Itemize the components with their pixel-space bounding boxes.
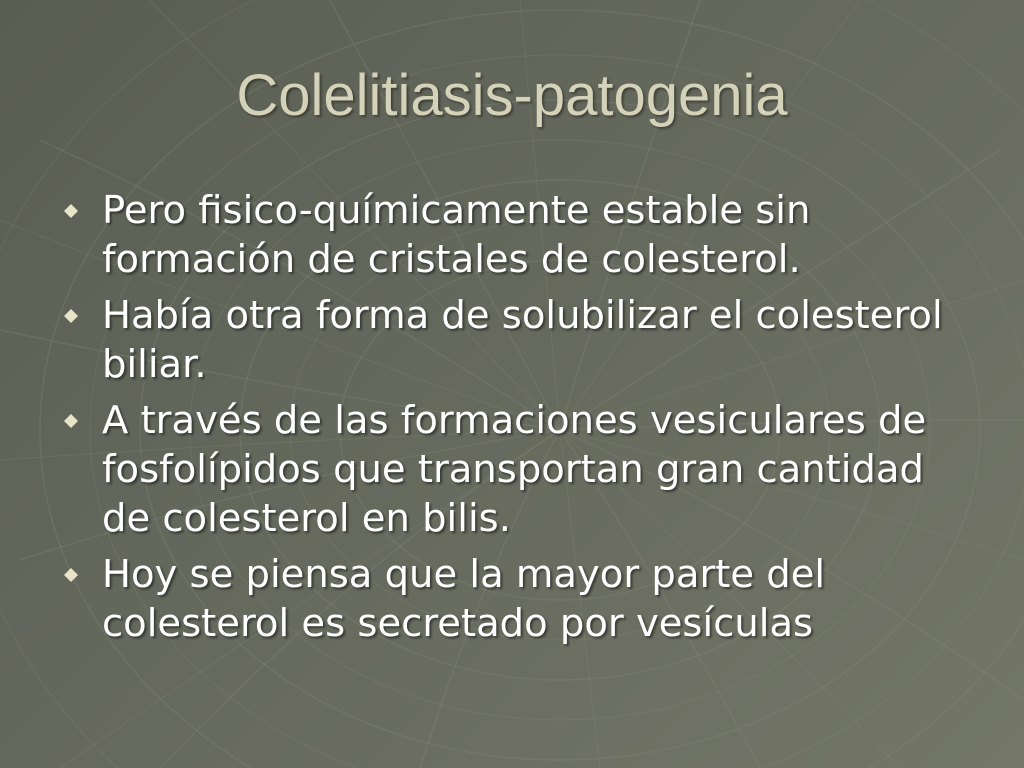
bullet-item xyxy=(62,550,982,648)
diamond-bullet-icon xyxy=(64,204,78,218)
bullet-item xyxy=(62,396,982,543)
bullet-item xyxy=(62,186,982,284)
diamond-bullet-icon xyxy=(64,568,78,582)
diamond-bullet-icon xyxy=(64,309,78,323)
bullet-text: A través de las formaciones vesiculares de fosfolípidos que transportan gran cantidad de colesterol en bilis. xyxy=(102,398,927,541)
bullet-text: Hoy se piensa que la mayor parte del colesterol es secretado por vesículas xyxy=(102,552,826,646)
bullet-text: Había otra forma de solubilizar el colesterol biliar. xyxy=(102,293,943,387)
bullet-text: Pero fisico-químicamente estable sin formación de cristales de colesterol. xyxy=(102,188,811,282)
diamond-bullet-icon xyxy=(64,414,78,428)
bullet-item xyxy=(62,291,982,389)
slide-title: Colelitiasis-patogenia xyxy=(236,63,788,128)
bullet-list xyxy=(62,186,982,655)
